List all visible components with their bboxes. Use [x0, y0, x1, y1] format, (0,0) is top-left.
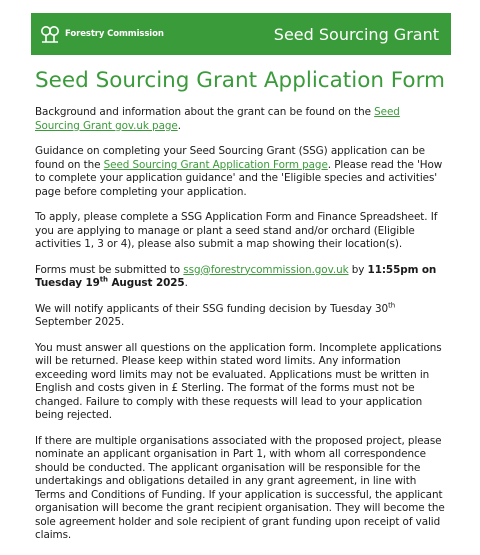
- page-title: Seed Sourcing Grant Application Form: [35, 68, 445, 93]
- tree-logo-icon: [39, 24, 61, 44]
- paragraph-notification: [35, 303, 445, 330]
- paragraph-text: . Please read the 'How to complete your application guidance' and the 'Eligible species and activities' page before completing your application.: [35, 158, 443, 198]
- deadline-text: 11:55pm on Tuesday 19: [35, 263, 437, 289]
- gov-uk-page-link[interactable]: Seed Sourcing Grant gov.uk page: [35, 106, 400, 132]
- paragraph-text: We will notify applicants of their SSG funding decision by Tuesday 30: [35, 302, 389, 315]
- forestry-commission-logo[interactable]: [39, 24, 164, 44]
- paragraph-text: September 2025.: [35, 316, 125, 328]
- logo-text: Forestry Commission: [65, 29, 164, 39]
- paragraph-requirements: You must answer all questions on the application form. Incomplete applications will be returned. Please keep within stated word limits. Any information exceeding word limits may not be evaluated. Applications must be written in English and costs given in £ Sterling. The format of the forms must not be changed. Failure to comply with these requests will lead to your application being rejected.: [35, 341, 442, 421]
- paragraph-text: .: [177, 119, 181, 132]
- header-title: Seed Sourcing Grant: [273, 24, 439, 44]
- paragraph-deadline: [35, 264, 445, 291]
- main-content: [35, 68, 445, 555]
- paragraph-background: [35, 106, 445, 133]
- paragraph-multiple-organisations: If there are multiple organisations associated with the proposed project, please nominate an applicant organisation in Part 1, with whom all correspondence should be conducted. The applicant organisation will be responsible for the undertakings and obligations detailed in any grant agreement, in line with Terms and Conditions of Funding. If your application is successful, the applicant organisation will become the grant recipient organisation. They will become the sole agreement holder and sole recipient of grant funding upon receipt of valid claims.: [35, 434, 445, 541]
- paragraph-how-to-apply: To apply, please complete a SSG Application Form and Finance Spreadsheet. If you are applying to manage or plant a seed stand and/or orchard (Eligible activities 1, 3 or 4), please also submit a map showing their location(s).: [35, 211, 438, 250]
- header-banner: [31, 13, 451, 55]
- paragraph-text: Background and information about the grant can be found on the: [35, 106, 375, 118]
- paragraph-text: Forms must be submitted to: [35, 263, 184, 276]
- paragraph-guidance: [35, 145, 445, 199]
- ordinal-suffix: th: [99, 275, 108, 284]
- paragraph-text: by: [348, 263, 368, 276]
- ordinal-suffix: th: [388, 301, 396, 310]
- email-link[interactable]: ssg@forestrycommission.gov.uk: [183, 263, 349, 276]
- paragraph-text: Guidance on completing your Seed Sourcing Grant (SSG) application can be found on the: [35, 145, 425, 171]
- deadline-text: August 2025: [107, 277, 185, 289]
- application-form-page-link[interactable]: Seed Sourcing Grant Application Form page: [103, 158, 328, 171]
- paragraph-text: .: [184, 277, 188, 289]
